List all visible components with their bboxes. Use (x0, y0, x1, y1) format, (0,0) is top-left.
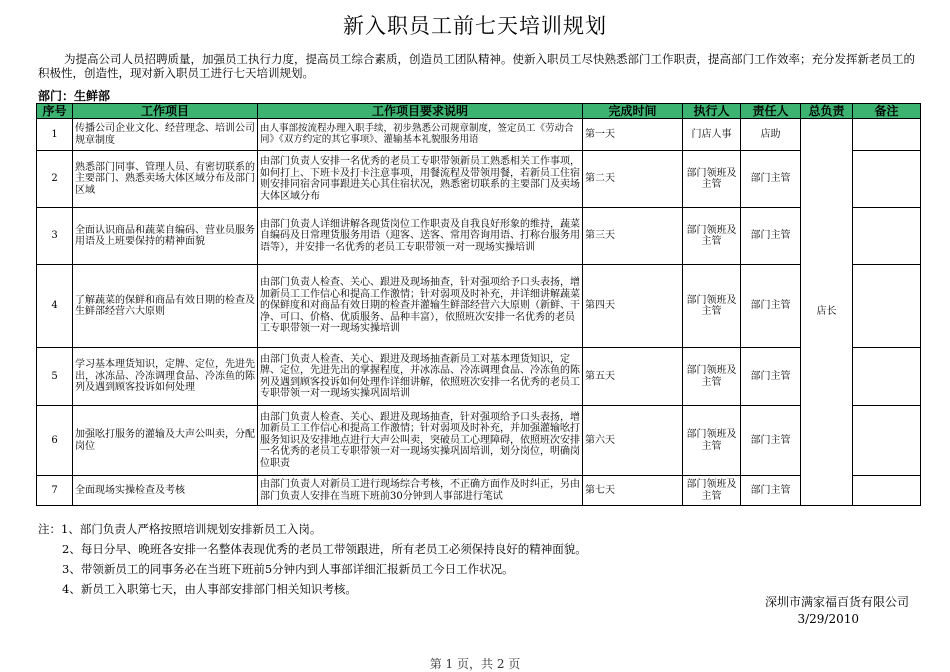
row-task: 学习基本理货知识，定牌、定位，先进先出，冰冻品、冷冻调理食品、冷冻鱼的陈列及遇到顾客投诉如何处理 (73, 348, 258, 406)
row-day: 第一天 (583, 119, 683, 151)
intro-paragraph: 为提高公司人员招聘质量，加强员工执行力度，提高员工综合素质，创造员工团队精神。使新入职员工尽快熟悉部门工作职责，提高部门工作效率；充分发挥新老员工的积极性，创造性，现对新入职员工进行七天培训规划。 (38, 52, 915, 80)
row-num: 3 (37, 208, 73, 265)
row-day: 第五天 (583, 348, 683, 406)
page-footer: 第 1 页，共 2 页 (429, 657, 521, 671)
row-task: 熟悉部门同事、管理人员、有密切联系的主要部门、熟悉卖场大体区域分布及部门区域 (73, 151, 258, 208)
row-task: 全面现场实操检查及考核 (73, 476, 258, 506)
table-row (37, 119, 921, 151)
header-responsible: 责任人 (741, 104, 801, 119)
header-task: 工作项目 (73, 104, 258, 119)
row-day: 第三天 (583, 208, 683, 265)
row-responsible: 部门主管 (741, 406, 801, 476)
row-note (853, 151, 921, 208)
header-chief: 总负责 (801, 104, 853, 119)
training-plan-table (36, 103, 921, 506)
row-requirements: 由部门负责人检查、关心、跟进及现场抽查新员工对基本理货知识，定牌、定位，先进先出的掌握程度，并冰冻品、冷冻调理食品、冷冻鱼的陈列及遇到顾客投诉如何处理作详细讲解，依照班次安排一名优秀的老员工专职带领一对一现场实操巩固培训 (258, 348, 583, 406)
table-row (37, 265, 921, 348)
row-num: 6 (37, 406, 73, 476)
table-row (37, 406, 921, 476)
table-row (37, 208, 921, 265)
row-day: 第六天 (583, 406, 683, 476)
row-responsible: 部门主管 (741, 208, 801, 265)
table-header-row (37, 104, 921, 119)
row-responsible: 店助 (741, 119, 801, 151)
row-num: 5 (37, 348, 73, 406)
row-note (853, 348, 921, 406)
row-responsible: 部门主管 (741, 348, 801, 406)
note-item: 注：1、部门负责人严格按照培训规划安排新员工入岗。 (38, 522, 322, 536)
note-item: 2、每日分早、晚班各安排一名整体表现优秀的老员工带领跟进，所有老员工必须保持良好的精神面貌。 (62, 542, 587, 556)
row-responsible: 部门主管 (741, 476, 801, 506)
row-task: 全面认识商品和蔬菜自编码、营业员服务用语及上班要保持的精神面貌 (73, 208, 258, 265)
table-row (37, 151, 921, 208)
row-day: 第四天 (583, 265, 683, 348)
notes-section (38, 519, 918, 599)
row-day: 第二天 (583, 151, 683, 208)
row-requirements: 由部门负责人检查、关心、跟进及现场抽查，针对强项给予口头表扬，增加新员工工作信心和提高工作激情；针对弱项及时补充，并加强灌输吆打服务知识及安排地点进行大声公叫卖，突破员工心理障碍，依照班次安排一名优秀的老员工专职带领一对一现场实操巩固培训，划分岗位，明确岗位职责 (258, 406, 583, 476)
row-executor: 部门领班及主管 (683, 151, 741, 208)
row-requirements: 由部门负责人安排一名优秀的老员工专职带领新员工熟悉相关工作事项，如何打上、下班卡及打卡注意事项，用餐流程及带领用餐，若新员工住宿则安排同宿舍同事跟进关心其住宿状况，熟悉密切联系的主要部门及卖场大体区域分布 (258, 151, 583, 208)
row-executor: 门店人事 (683, 119, 741, 151)
row-task: 了解蔬菜的保鲜和商品有效日期的检查及生鲜部经营六大原则 (73, 265, 258, 348)
row-executor: 部门领班及主管 (683, 265, 741, 348)
page-title: 新入职员工前七天培训规划 (343, 14, 607, 38)
row-executor: 部门领班及主管 (683, 348, 741, 406)
row-note (853, 208, 921, 265)
note-item: 4、新员工入职第七天，由人事部安排部门相关知识考核。 (62, 582, 357, 596)
row-requirements: 由部门负责人检查、关心、跟进及现场抽查，针对强项给予口头表扬，增加新员工工作信心和提高工作激情；针对弱项及时补充，并详细讲解蔬菜的保鲜度和对商品有效日期的检查并灌输生鲜部经营六大原则（新鲜、干净、可口、价格、优质服务、品种丰富），依照班次安排一名优秀的老员工专职带领一对一现场实操培训 (258, 265, 583, 348)
row-note (853, 476, 921, 506)
row-num: 1 (37, 119, 73, 151)
row-num: 2 (37, 151, 73, 208)
row-note (853, 265, 921, 348)
row-num: 4 (37, 265, 73, 348)
company-name: 深圳市满家福百货有限公司 (764, 595, 909, 609)
header-num: 序号 (37, 104, 73, 119)
header-completion-time: 完成时间 (583, 104, 683, 119)
row-num: 7 (37, 476, 73, 506)
chief-cell: 店长 (801, 119, 853, 506)
header-requirements: 工作项目要求说明 (258, 104, 583, 119)
note-item: 3、带领新员工的同事务必在当班下班前5分钟内到人事部详细汇报新员工今日工作状况。 (62, 562, 514, 576)
row-requirements: 由部门负责人详细讲解各现货岗位工作职责及自我良好形象的维持，蔬菜自编码及日常理货服务用语（迎客、送客、常用咨询用语、打称台服务用语等），并安排一名优秀的老员工专职带领一对一现场实操培训 (258, 208, 583, 265)
row-executor: 部门领班及主管 (683, 476, 741, 506)
row-day: 第七天 (583, 476, 683, 506)
row-task: 加强吆打服务的灌输及大声公叫卖，分配岗位 (73, 406, 258, 476)
department-label: 部门：生鲜部 (38, 89, 111, 103)
row-responsible: 部门主管 (741, 151, 801, 208)
row-requirements: 由人事部按流程办理入职手续，初步熟悉公司规章制度，签定员工《劳动合同》《双方约定的其它事项》、灌输基本礼貌服务用语 (258, 119, 583, 151)
row-requirements: 由部门负责人对新员工进行现场综合考核，不正确方面作及时纠正，另由部门负责人安排在当班下班前30分钟到人事部进行笔试 (258, 476, 583, 506)
document-date: 3/29/2010 (797, 612, 859, 626)
row-task: 传播公司企业文化、经营理念、培训公司规章制度 (73, 119, 258, 151)
header-executor: 执行人 (683, 104, 741, 119)
row-note (853, 119, 921, 151)
row-executor: 部门领班及主管 (683, 208, 741, 265)
row-executor: 部门领班及主管 (683, 406, 741, 476)
table-row (37, 348, 921, 406)
table-row (37, 476, 921, 506)
row-responsible: 部门主管 (741, 265, 801, 348)
row-note (853, 406, 921, 476)
header-note: 备注 (853, 104, 921, 119)
